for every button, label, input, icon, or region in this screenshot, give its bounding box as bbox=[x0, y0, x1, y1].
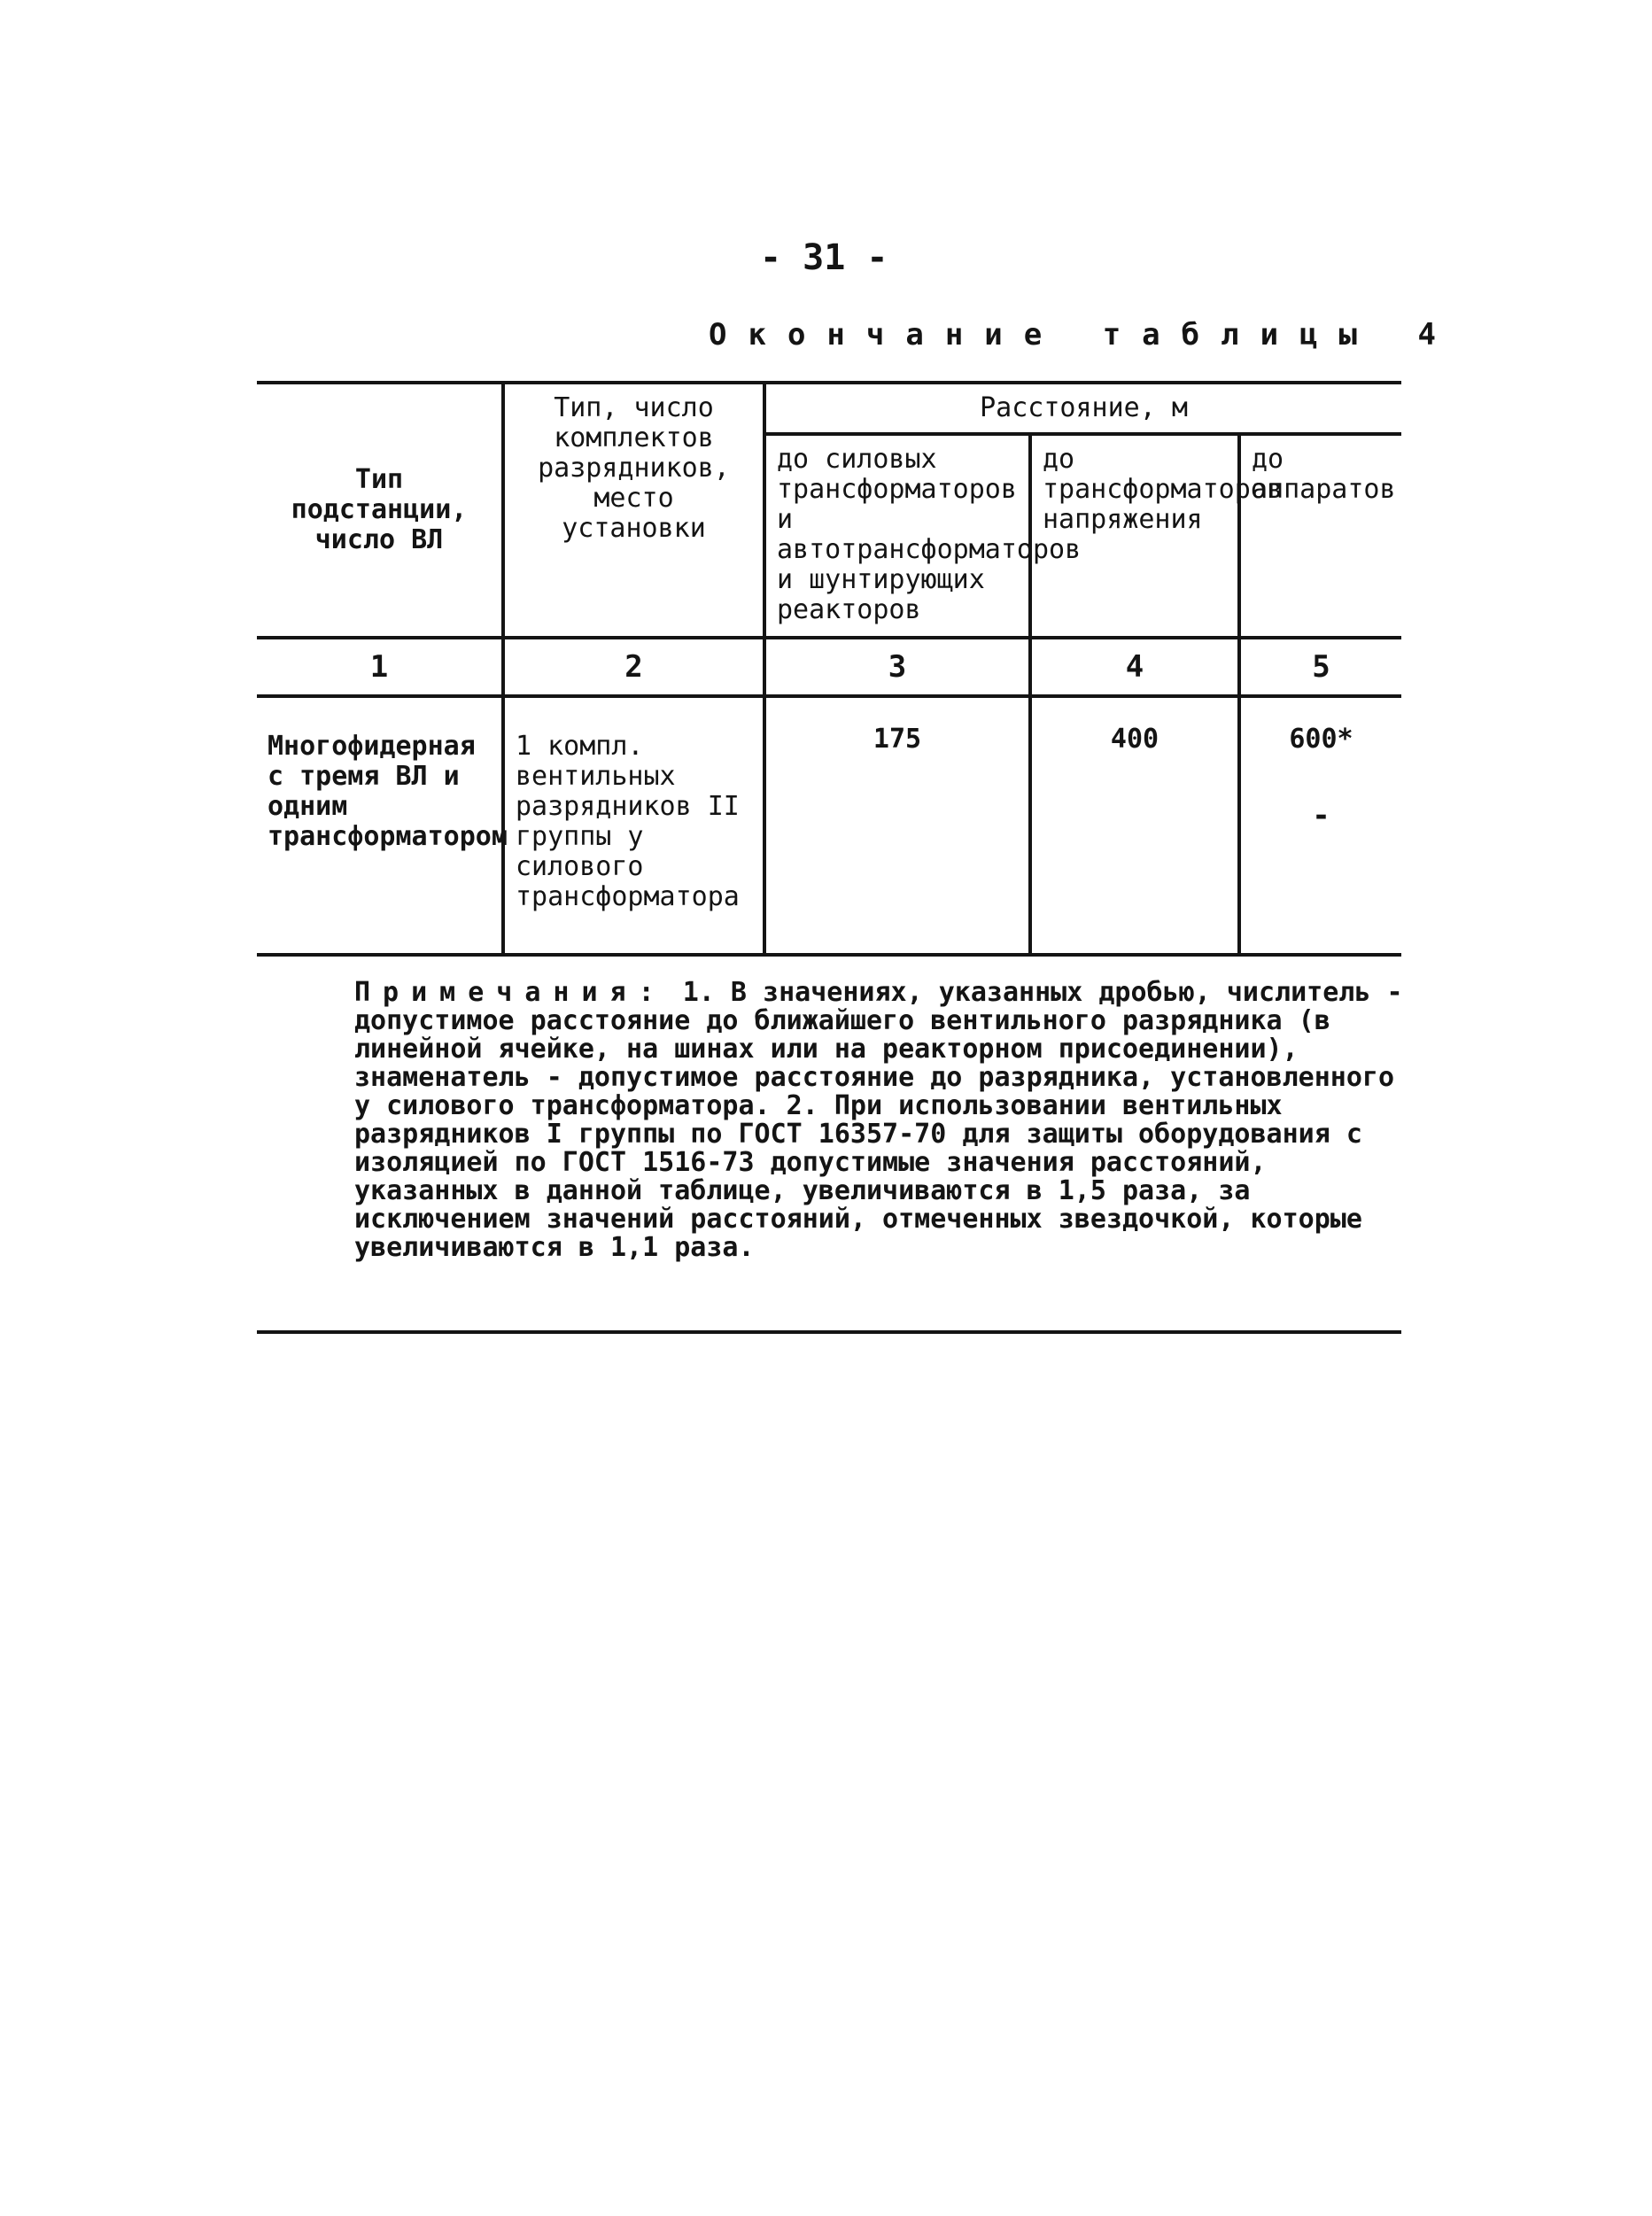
distance-apparatus-dash: - bbox=[1312, 798, 1330, 833]
column-number: 4 bbox=[1030, 638, 1239, 696]
cell-distance-voltage-transformers: 400 bbox=[1030, 696, 1239, 955]
header-to-voltage-transformers: до трансформаторов напряжения bbox=[1030, 434, 1239, 638]
column-number: 2 bbox=[503, 638, 764, 696]
header-substation-type: Тип подстанции, число ВЛ bbox=[257, 383, 503, 638]
cell-arresters: 1 компл. вентильных разрядников II группы у силового трансформатора bbox=[503, 696, 764, 955]
distance-apparatus-value: 600* bbox=[1289, 724, 1353, 755]
cell-distance-apparatus bbox=[1239, 696, 1401, 955]
table-caption: Окончание таблицы 4 bbox=[709, 317, 1457, 353]
header-to-power-transformers: до силовых трансформаторов и автотрансформаторов и шунтирующих реакторов bbox=[764, 434, 1030, 638]
notes bbox=[354, 979, 1417, 1262]
notes-text: 1. В значениях, указанных дробью, числитель - допустимое расстояние до ближайшего вентильного разрядника (в линейной ячейке, на шинах или на реакторном присоединении), знаменатель - допустимое расстояние до разрядника, установленного у силового трансформатора. 2. При использовании вентильных разрядников I группы по ГОСТ 16357-70 для защиты оборудования с изоляцией по ГОСТ 1516-73 допустимые значения расстояний, указанных в данной таблице, увеличиваются в 1,5 раза, за исключением значений расстояний, отмеченных звездочкой, которые увеличиваются в 1,1 раза. bbox=[354, 977, 1403, 1263]
header-distance-group: Расстояние, м bbox=[764, 383, 1401, 434]
distance-table bbox=[257, 381, 1401, 957]
cell-substation: Многофидерная с тремя ВЛ и одним трансформатором bbox=[257, 696, 503, 955]
column-number: 1 bbox=[257, 638, 503, 696]
column-number: 5 bbox=[1239, 638, 1401, 696]
column-number: 3 bbox=[764, 638, 1030, 696]
header-to-apparatus: до аппаратов bbox=[1239, 434, 1401, 638]
cell-distance-power-transformers: 175 bbox=[764, 696, 1030, 955]
header-arresters: Тип, число комплектов разрядников, место установки bbox=[503, 383, 764, 638]
page-number: - 31 - bbox=[760, 237, 888, 278]
bottom-rule bbox=[257, 1330, 1401, 1334]
notes-title: Примечания: bbox=[354, 977, 667, 1008]
